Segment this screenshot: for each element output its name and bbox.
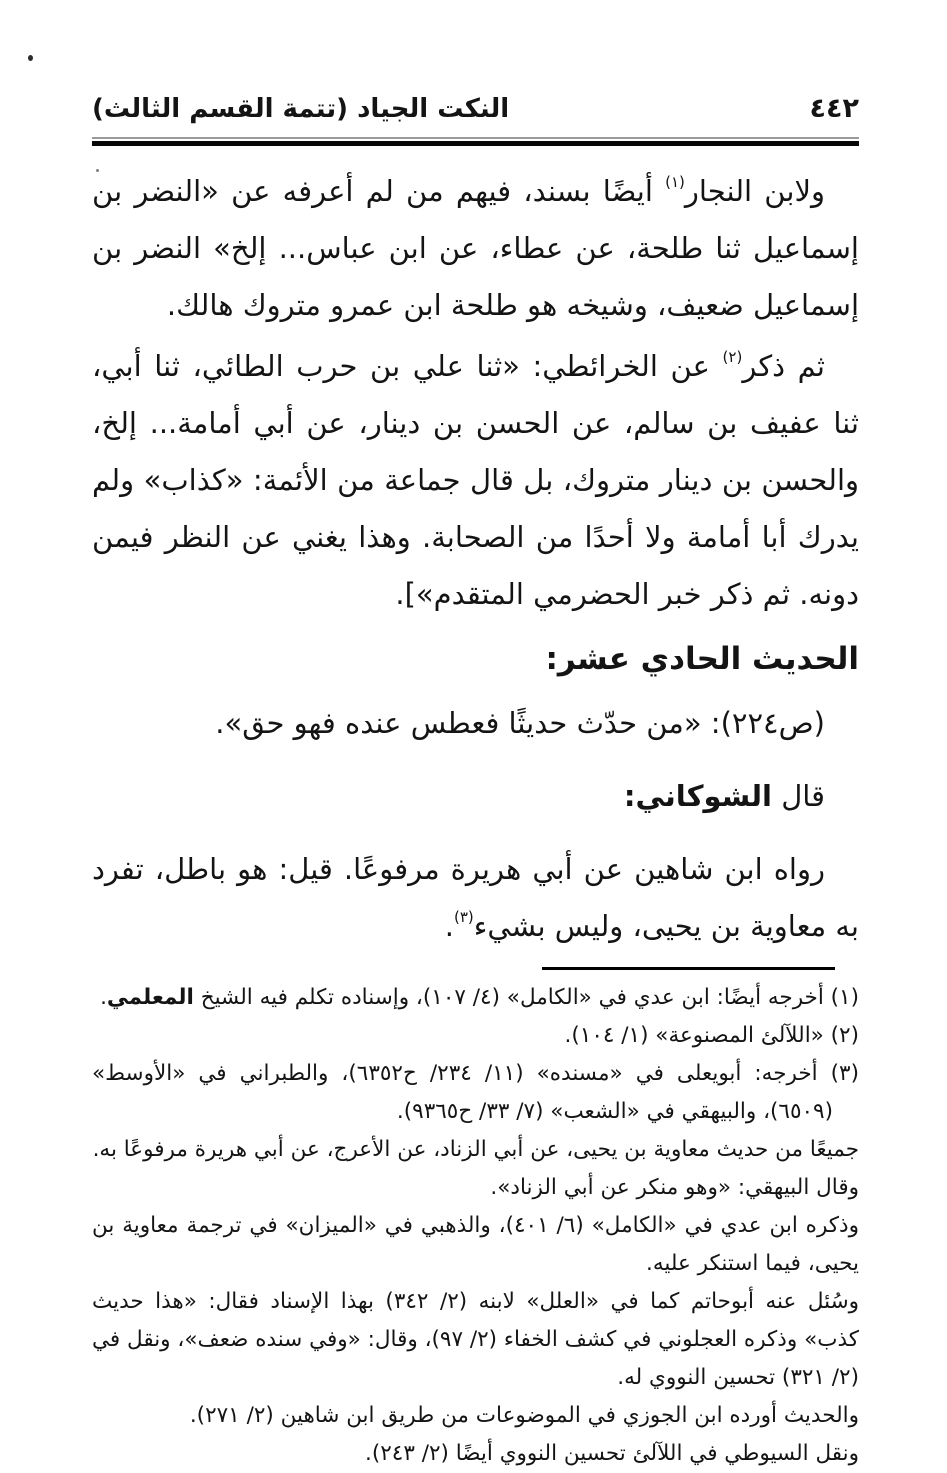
paragraph-2-continuation: عن الخرائطي: «ثنا علي بن حرب الطائي، ثنا أبي، ثنا عفيف بن سالم، عن الحسن بن دينار، عن أبي أمامة... إلخ، والحسن بن دينار متروك، بل قال جماعة من الأئمة: «كذاب» ولم يدرك أبا أمامة ولا أحدًا من الصحابة. وهذا يغني عن النظر فيمن دونه. ثم ذكر خبر الحضرمي المتقدم»]. [92, 349, 859, 611]
footnote-divider [542, 967, 835, 970]
scan-speck [28, 55, 33, 61]
paragraph-3 [92, 841, 859, 955]
footnote-3-chain: جميعًا من حديث معاوية بن يحيى، عن أبي الزناد، عن الأعرج، عن أبي هريرة مرفوعًا به. [92, 1137, 859, 1162]
footnote-3-suyuti: ونقل السيوطي في اللآلئ تحسين النووي أيضًا (٢/ ٢٤٣). [364, 1441, 859, 1466]
main-text [92, 163, 859, 955]
footnote-2: (٢) «اللآلئ المصنوعة» (١/ ١٠٤). [564, 1023, 859, 1048]
attribution-name: الشوكاني: [623, 779, 772, 813]
footnote-3-ibn-jawzi: والحديث أورده ابن الجوزي في الموضوعات من طريق ابن شاهين (٢/ ٢٧١). [189, 1403, 859, 1428]
section-heading: الحديث الحادي عشر: [545, 641, 859, 677]
footnote-3-bayhaqi: وقال البيهقي: «وهو منكر عن أبي الزناد». [490, 1175, 859, 1200]
paragraph-2-text: ثم ذكر [742, 349, 826, 383]
footnote-1 [92, 979, 859, 1017]
hadith-quote: (ص٢٢٤): «من حدّث حديثًا فعطس عنده فهو حق». [215, 706, 825, 740]
footnote-marker-3: (٣) [453, 908, 474, 926]
paragraph-3-end: . [444, 909, 454, 943]
footnote-marker-2: (٢) [722, 348, 743, 366]
footnote-1-end: . [100, 985, 107, 1010]
book-title: النكت الجياد (تتمة القسم الثالث) [92, 94, 510, 124]
divider-thick-line [92, 141, 859, 146]
paragraph-2 [92, 338, 859, 623]
paragraph-1-text: ولابن النجار [684, 174, 825, 208]
divider-thin-line [92, 137, 859, 139]
scan-speck [96, 169, 99, 172]
header-divider [92, 137, 859, 146]
footnote-3-ibn-adi: وذكره ابن عدي في «الكامل» (٦/ ٤٠١)، والذهبي في «الميزان» في ترجمة معاوية بن يحيى، فيما استنكر عليه. [92, 1213, 860, 1276]
attribution-verb: قال [772, 779, 825, 813]
running-header [92, 0, 859, 124]
footnote-3-sources: (٣) أخرجه: أبويعلى في «مسنده» (١١/ ٢٣٤/ ح٦٣٥٢)، والطبراني في «الأوسط» (٦٥٠٩)، والبيهقي في «الشعب» (٧/ ٣٣/ ح٩٣٦٥). [92, 1061, 859, 1124]
footnote-1-bold-name: المعلمي [106, 985, 194, 1010]
paragraph-3-text: رواه ابن شاهين عن أبي هريرة مرفوعًا. قيل: هو باطل، تفرد به معاوية بن يحيى، وليس بشيء [92, 852, 859, 943]
paragraph-1 [92, 163, 859, 334]
footnotes-block [92, 979, 859, 1473]
page-number: ٤٤٢ [809, 93, 859, 124]
footnote-1-text: (١) أخرجه أيضًا: ابن عدي في «الكامل» (٤/ ١٠٧)، وإسناده تكلم فيه الشيخ [193, 985, 859, 1010]
footnote-3-abu-hatim: وسُئل عنه أبوحاتم كما في «العلل» لابنه (٢/ ٣٤٢) بهذا الإسناد فقال: «هذا حديث كذب» وذكره العجلوني في كشف الخفاء (٢/ ٩٧)، وقال: «وفي سنده ضعف»، ونقل في (٢/ ٣٢١) تحسين النووي له. [92, 1289, 860, 1390]
paragraph-1-continuation: أيضًا بسند، فيهم من لم أعرفه عن «النضر بن إسماعيل ثنا طلحة، عن عطاء، عن ابن عباس... إلخ» النضر بن إسماعيل ضعيف، وشيخه هو طلحة ابن عمرو متروك هالك. [92, 174, 859, 322]
attribution-line [92, 768, 859, 825]
footnote-marker-1: (١) [665, 173, 685, 191]
